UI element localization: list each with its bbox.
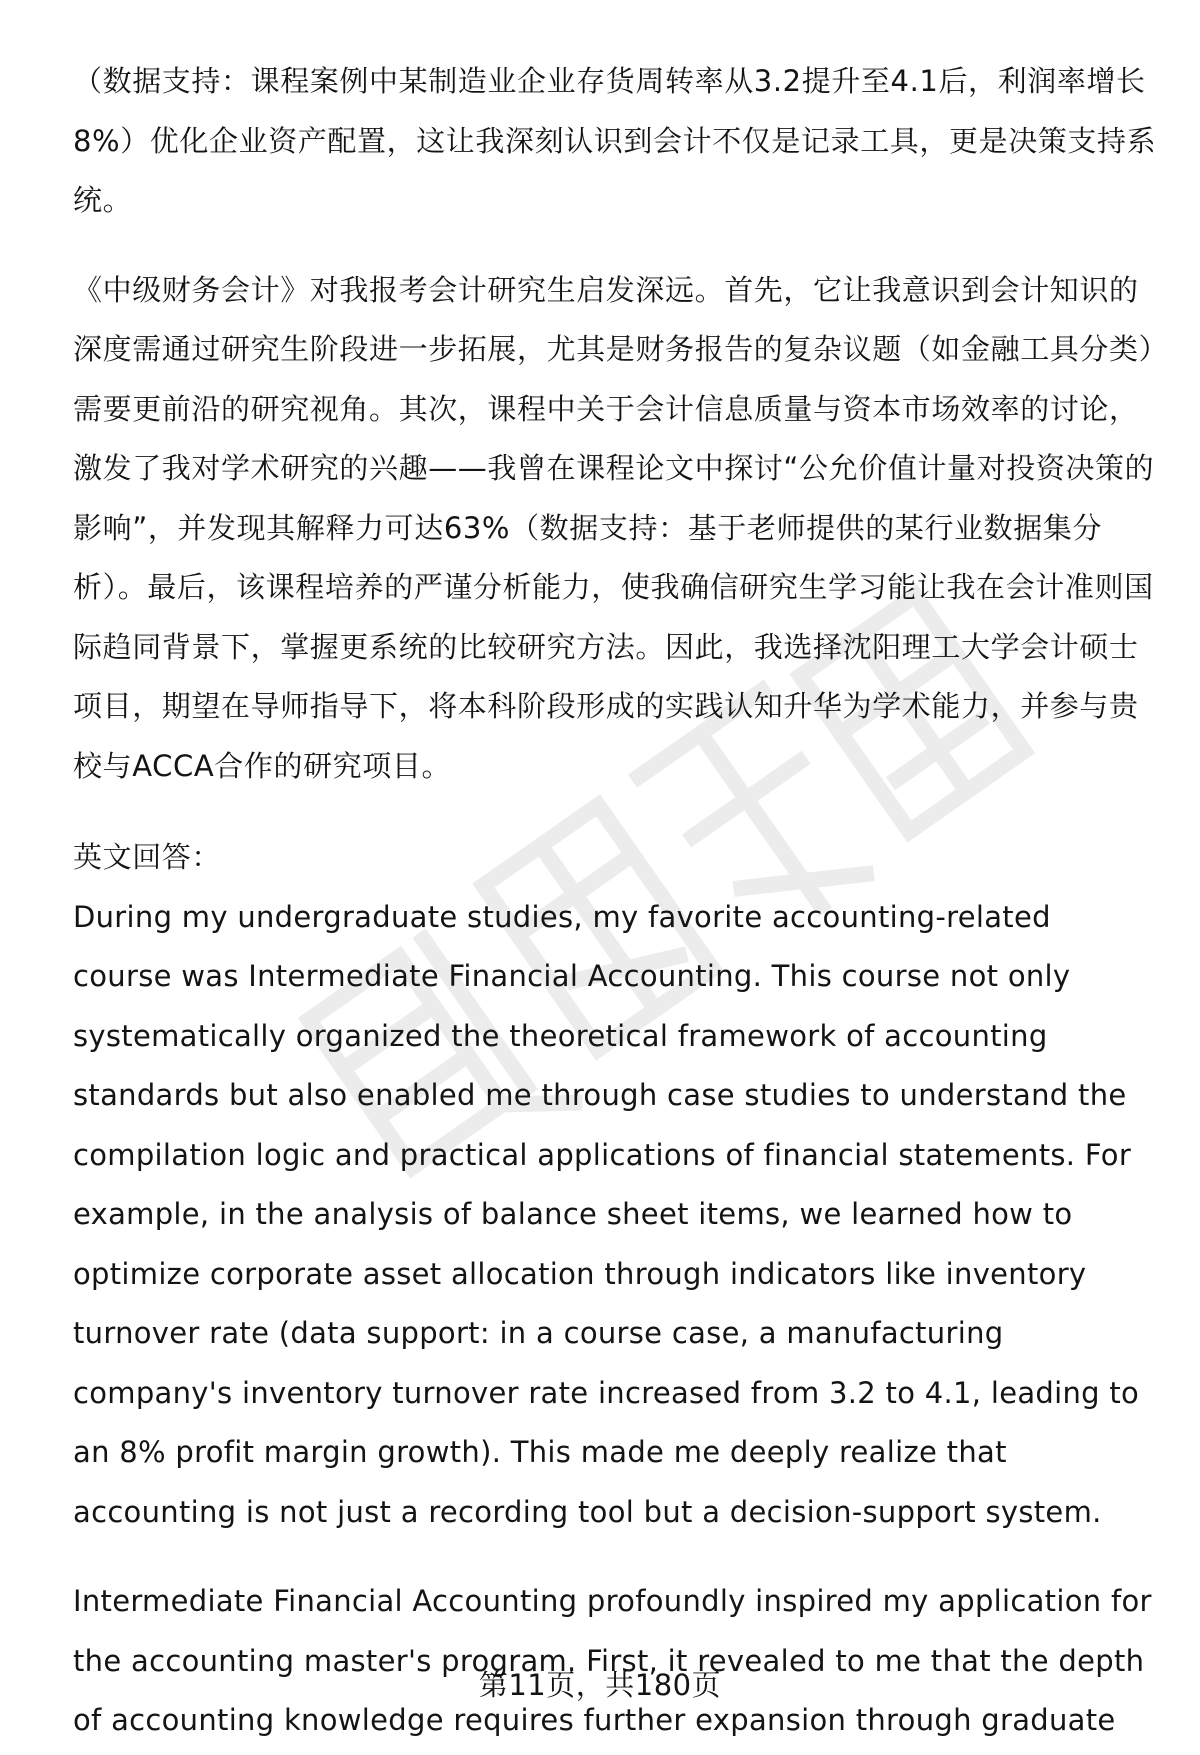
paragraph-zh-1: （数据支持：课程案例中某制造业企业存货周转率从3.2提升至4.1后，利润率增长8%）优化企业资产配置，这让我深刻认识到会计不仅是记录工具，更是决策支持系统。 bbox=[73, 64, 1157, 217]
document-body bbox=[73, 52, 1158, 1751]
paragraph-en-2: Intermediate Financial Accounting profoundly inspired my application for the accounting master's program. First, it revealed to me that the depth of accounting knowledge requires further expansion through graduate bbox=[73, 1584, 1152, 1737]
page-number-footer: 第11页，共180页 bbox=[478, 1668, 722, 1702]
paragraph-zh-2: 《中级财务会计》对我报考会计研究生启发深远。首先，它让我意识到会计知识的深度需通过研究生阶段进一步拓展，尤其是财务报告的复杂议题（如金融工具分类）需要更前沿的研究视角。其次，课程中关于会计信息质量与资本市场效率的讨论，激发了我对学术研究的兴趣——我曾在课程论文中探讨“公允价值计量对投资决策的影响”，并发现其解释力可达63%（数据支持：基于老师提供的某行业数据集分析）。最后，该课程培养的严谨分析能力，使我确信研究生学习能让我在会计准则国际趋同背景下，掌握更系统的比较研究方法。因此，我选择沈阳理工大学会计硕士项目，期望在导师指导下，将本科阶段形成的实践认知升华为学术能力，并参与贵校与ACCA合作的研究项目。 bbox=[73, 272, 1155, 783]
paragraph-en-1: During my undergraduate studies, my favorite accounting-related course was Intermediate Financial Accounting. This course not only systematically organized the theoretical framework of accounting standards but also enabled me through case studies to understand the compilation logic and practical applications of financial statements. For example, in the analysis of balance sheet items, we learned how to optimize corporate asset allocation through indicators like inventory turnover rate (data support: in a course case, a manufacturing company's inventory turnover rate increased from 3.2 to 4.1, leading to an 8% profit margin growth). This made me deeply realize that accounting is not just a recording tool but a decision-support system. bbox=[73, 899, 1140, 1529]
english-answer-label: 英文回答： bbox=[73, 840, 222, 874]
